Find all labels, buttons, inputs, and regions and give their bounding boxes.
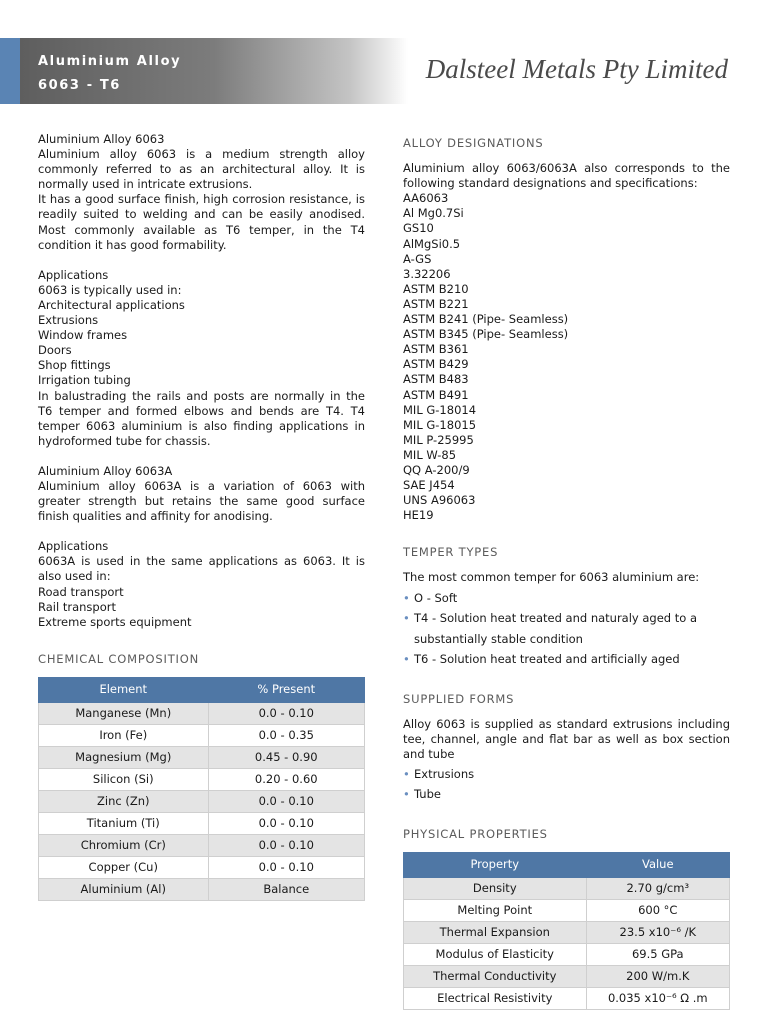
percent-cell: 0.0 - 0.10 xyxy=(208,790,364,812)
temper-item: T4 - Solution heat treated and naturaly aged to a substantially stable condition xyxy=(414,611,698,646)
application-item: Shop fittings xyxy=(38,358,111,373)
element-cell: Aluminium (Al) xyxy=(39,878,209,900)
table-row xyxy=(404,966,730,988)
property-cell: Electrical Resistivity xyxy=(404,988,587,1010)
header-title-line1: Aluminium Alloy xyxy=(38,54,182,69)
application-item: Window frames xyxy=(38,328,128,343)
application-item: Doors xyxy=(38,343,72,358)
element-cell: Magnesium (Mg) xyxy=(39,746,209,768)
applications-6063a-paragraph: 6063A is used in the same applications as 6063. It is also used in: xyxy=(38,554,365,584)
column-header-value: Value xyxy=(586,853,729,878)
designation-item: UNS A96063 xyxy=(403,493,476,508)
value-cell: 23.5 x10⁻⁶ /K xyxy=(586,922,729,944)
table-row xyxy=(39,746,365,768)
intro-section xyxy=(38,132,365,253)
supplied-forms-heading: SUPPLIED FORMS xyxy=(403,691,515,706)
applications-6063-section xyxy=(38,268,365,449)
bullet-icon: • xyxy=(403,590,410,605)
designation-item: MIL G-18014 xyxy=(403,402,477,417)
list-item xyxy=(403,784,730,805)
balustrading-paragraph: In balustrading the rails and posts are normally in the T6 temper and formed elbows and bends are T4. T4 temper 6063 aluminium is also finding applications in hydroformed tube for chassis. xyxy=(38,388,365,448)
percent-cell: 0.0 - 0.10 xyxy=(208,702,364,724)
physical-properties-table xyxy=(403,852,730,1010)
application-item: Extreme sports equipment xyxy=(38,614,192,629)
table-row xyxy=(39,768,365,790)
applications-6063a-section xyxy=(38,539,365,630)
property-cell: Density xyxy=(404,878,587,900)
element-cell: Zinc (Zn) xyxy=(39,790,209,812)
designations-list xyxy=(403,191,730,523)
value-cell: 600 °C xyxy=(586,900,729,922)
form-item: Tube xyxy=(414,787,441,802)
right-column xyxy=(403,132,730,1010)
supplied-forms-list xyxy=(403,764,730,805)
intro-paragraph-2: It has a good surface finish, high corrosion resistance, is readily suited to welding and can be easily anodised. Most commonly available as T6 temper, in the T4 condition it has good formability. xyxy=(38,192,365,252)
element-cell: Titanium (Ti) xyxy=(39,812,209,834)
percent-cell: Balance xyxy=(208,878,364,900)
temper-item: T6 - Solution heat treated and artificially aged xyxy=(414,652,680,667)
temper-list xyxy=(403,588,730,670)
bullet-icon: • xyxy=(403,787,410,802)
designation-item: AlMgSi0.5 xyxy=(403,236,461,251)
table-row xyxy=(39,834,365,856)
designation-item: ASTM B345 (Pipe- Seamless) xyxy=(403,327,569,342)
property-cell: Thermal Expansion xyxy=(404,922,587,944)
physical-properties-heading: PHYSICAL PROPERTIES xyxy=(403,826,548,841)
designation-item: MIL P-25995 xyxy=(403,432,474,447)
application-item: Extrusions xyxy=(38,313,99,328)
table-row xyxy=(39,812,365,834)
designation-item: QQ A-200/9 xyxy=(403,462,470,477)
table-row xyxy=(404,878,730,900)
value-cell: 2.70 g/cm³ xyxy=(586,878,729,900)
applications-title: Applications xyxy=(38,267,109,282)
table-row xyxy=(404,988,730,1010)
list-item xyxy=(403,764,730,785)
designation-item: ASTM B491 xyxy=(403,387,469,402)
percent-cell: 0.0 - 0.10 xyxy=(208,856,364,878)
column-header-element: Element xyxy=(39,677,209,702)
property-cell: Thermal Conductivity xyxy=(404,966,587,988)
percent-cell: 0.20 - 0.60 xyxy=(208,768,364,790)
designation-item: ASTM B361 xyxy=(403,342,469,357)
designations-paragraph: Aluminium alloy 6063/6063A also corresponds to the following standard designations and specifications: xyxy=(403,161,730,191)
table-row xyxy=(404,922,730,944)
percent-cell: 0.0 - 0.10 xyxy=(208,834,364,856)
designation-item: GS10 xyxy=(403,221,434,236)
column-header-percent: % Present xyxy=(208,677,364,702)
element-cell: Silicon (Si) xyxy=(39,768,209,790)
designation-item: HE19 xyxy=(403,508,434,523)
percent-cell: 0.0 - 0.35 xyxy=(208,724,364,746)
alloy-designations-heading: ALLOY DESIGNATIONS xyxy=(403,136,544,150)
column-header-property: Property xyxy=(404,853,587,878)
left-column xyxy=(38,132,365,901)
table-header-row xyxy=(404,853,730,878)
applications-title: Applications xyxy=(38,539,109,554)
application-item: Road transport xyxy=(38,584,124,599)
application-item: Irrigation tubing xyxy=(38,373,131,388)
element-cell: Chromium (Cr) xyxy=(39,834,209,856)
designation-item: ASTM B429 xyxy=(403,357,469,372)
table-header-row xyxy=(39,677,365,702)
designation-item: ASTM B221 xyxy=(403,296,469,311)
intro-paragraph-1: Aluminium alloy 6063 is a medium strength alloy commonly referred to as an architectural alloy. It is normally used in intricate extrusions. xyxy=(38,147,365,192)
form-item: Extrusions xyxy=(414,766,475,781)
percent-cell: 0.45 - 0.90 xyxy=(208,746,364,768)
applications-intro: 6063 is typically used in: xyxy=(38,282,182,297)
percent-cell: 0.0 - 0.10 xyxy=(208,812,364,834)
property-cell: Modulus of Elasticity xyxy=(404,944,587,966)
bullet-icon: • xyxy=(403,766,410,781)
temper-intro: The most common temper for 6063 aluminium are: xyxy=(403,570,700,585)
alloy-6063a-title: Aluminium Alloy 6063A xyxy=(38,463,173,478)
supplied-forms-paragraph: Alloy 6063 is supplied as standard extrusions including tee, channel, angle and flat bar as well as box section and tube xyxy=(403,716,730,761)
chemical-composition-table xyxy=(38,677,365,901)
designation-item: AA6063 xyxy=(403,191,449,206)
table-row xyxy=(39,878,365,900)
designation-item: ASTM B483 xyxy=(403,372,469,387)
bullet-icon: • xyxy=(403,611,410,626)
table-row xyxy=(404,900,730,922)
chemical-composition-heading: CHEMICAL COMPOSITION xyxy=(38,651,199,666)
designation-item: 3.32206 xyxy=(403,266,451,281)
designation-item: SAE J454 xyxy=(403,478,455,493)
bullet-icon: • xyxy=(403,652,410,667)
designation-item: A-GS xyxy=(403,251,432,266)
temper-item: O - Soft xyxy=(414,590,458,605)
property-cell: Melting Point xyxy=(404,900,587,922)
list-item xyxy=(403,649,730,670)
application-item: Rail transport xyxy=(38,599,116,614)
company-name: Dalsteel Metals Pty Limited xyxy=(425,54,728,84)
table-row xyxy=(39,724,365,746)
designation-item: ASTM B210 xyxy=(403,281,469,296)
alloy-6063a-paragraph: Aluminium alloy 6063A is a variation of 6063 with greater strength but retains the same good surface finish qualities and affinity for anodising. xyxy=(38,478,365,524)
designation-item: MIL G-18015 xyxy=(403,417,477,432)
table-row xyxy=(404,944,730,966)
temper-types-heading: TEMPER TYPES xyxy=(403,545,499,560)
table-row xyxy=(39,702,365,724)
list-item xyxy=(403,608,730,649)
table-row xyxy=(39,856,365,878)
application-item: Architectural applications xyxy=(38,297,185,312)
list-item xyxy=(403,588,730,609)
intro-title: Aluminium Alloy 6063 xyxy=(38,132,165,146)
header-title-line2: 6063 - T6 xyxy=(38,78,121,93)
alloy-6063a-section xyxy=(38,464,365,524)
designation-item: Al Mg0.7Si xyxy=(403,206,464,221)
designation-item: MIL W-85 xyxy=(403,447,457,462)
element-cell: Manganese (Mn) xyxy=(39,702,209,724)
document-header xyxy=(0,38,768,104)
element-cell: Iron (Fe) xyxy=(39,724,209,746)
designation-item: ASTM B241 (Pipe- Seamless) xyxy=(403,312,569,327)
value-cell: 200 W/m.K xyxy=(586,966,729,988)
header-title-band xyxy=(20,38,408,104)
table-row xyxy=(39,790,365,812)
value-cell: 69.5 GPa xyxy=(586,944,729,966)
header-accent-bar xyxy=(0,38,20,104)
value-cell: 0.035 x10⁻⁶ Ω .m xyxy=(586,988,729,1010)
element-cell: Copper (Cu) xyxy=(39,856,209,878)
